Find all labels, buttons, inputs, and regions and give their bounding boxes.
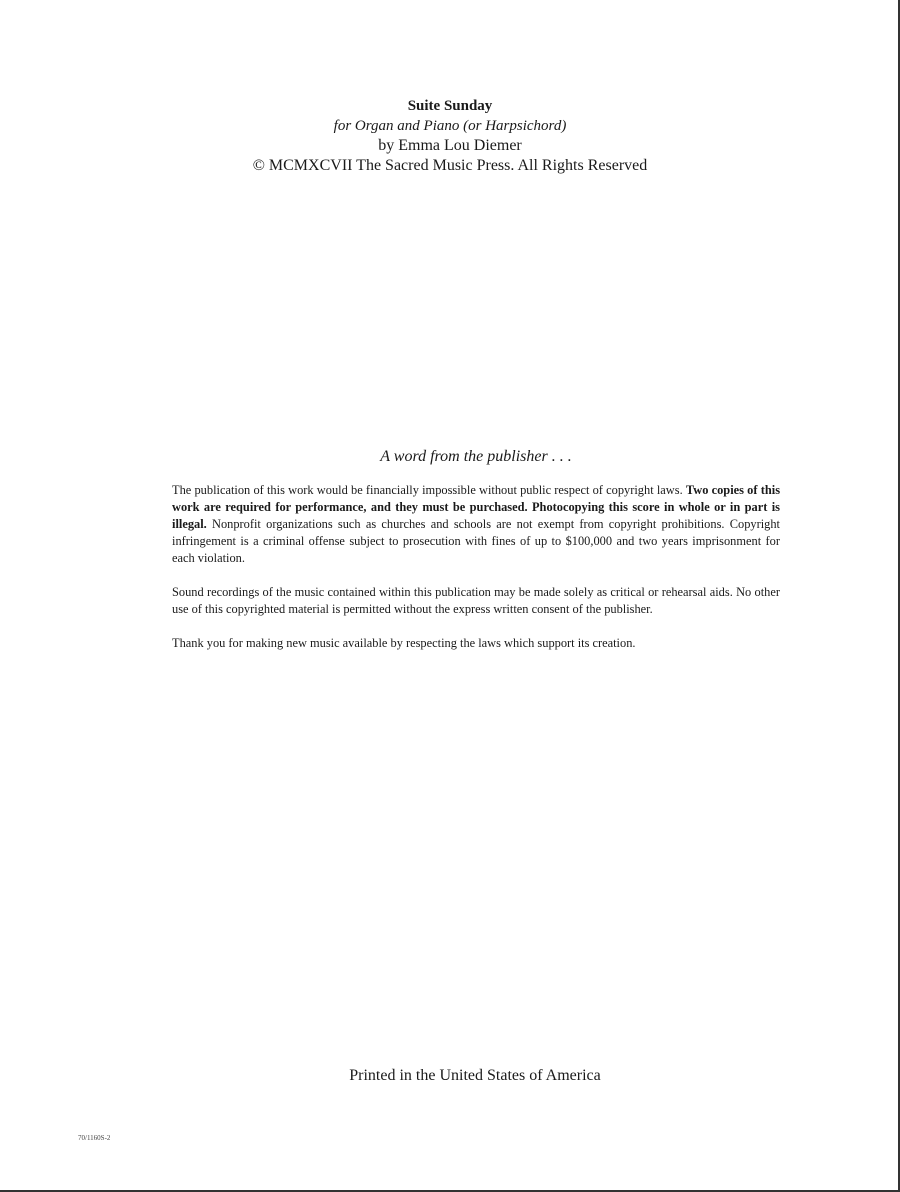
notice-paragraph-thanks: Thank you for making new music available by respecting the laws which support its creation. [172,636,636,650]
notice-para1-start: The publication of this work would be financially impossible without public respect of copyright laws. [172,483,686,497]
printed-in-line: Printed in the United States of America [349,1067,601,1084]
notice-para1-end: Nonprofit organizations such as churches and schools are not exempt from copyright prohibitions. Copyright infringement is a criminal offense subject to prosecution with fines of up to $100,000 and two years imprisonment for each violation. [172,517,780,565]
notice-paragraph-copyright [172,482,780,567]
notice-heading: A word from the publisher . . . [380,448,572,465]
copyright-line: © MCMXCVII The Sacred Music Press. All Rights Reserved [252,157,648,174]
title-block [0,96,900,176]
work-title: Suite Sunday [407,98,493,114]
work-subtitle: for Organ and Piano (or Harpsichord) [333,118,567,134]
notice-paragraph-recordings: Sound recordings of the music contained within this publication may be made solely as critical or rehearsal aids. No other use of this copyrighted material is permitted without the express written consent of the publisher. [172,585,780,616]
catalog-number: 70/1160S-2 [78,1134,111,1142]
publisher-notice [172,448,780,669]
notice-para1-bold: Two copies of this work are required for performance, and they must be purchased. Photocopying this score in whole or in part is illegal. [172,483,781,531]
composer-credit: by Emma Lou Diemer [378,137,522,154]
